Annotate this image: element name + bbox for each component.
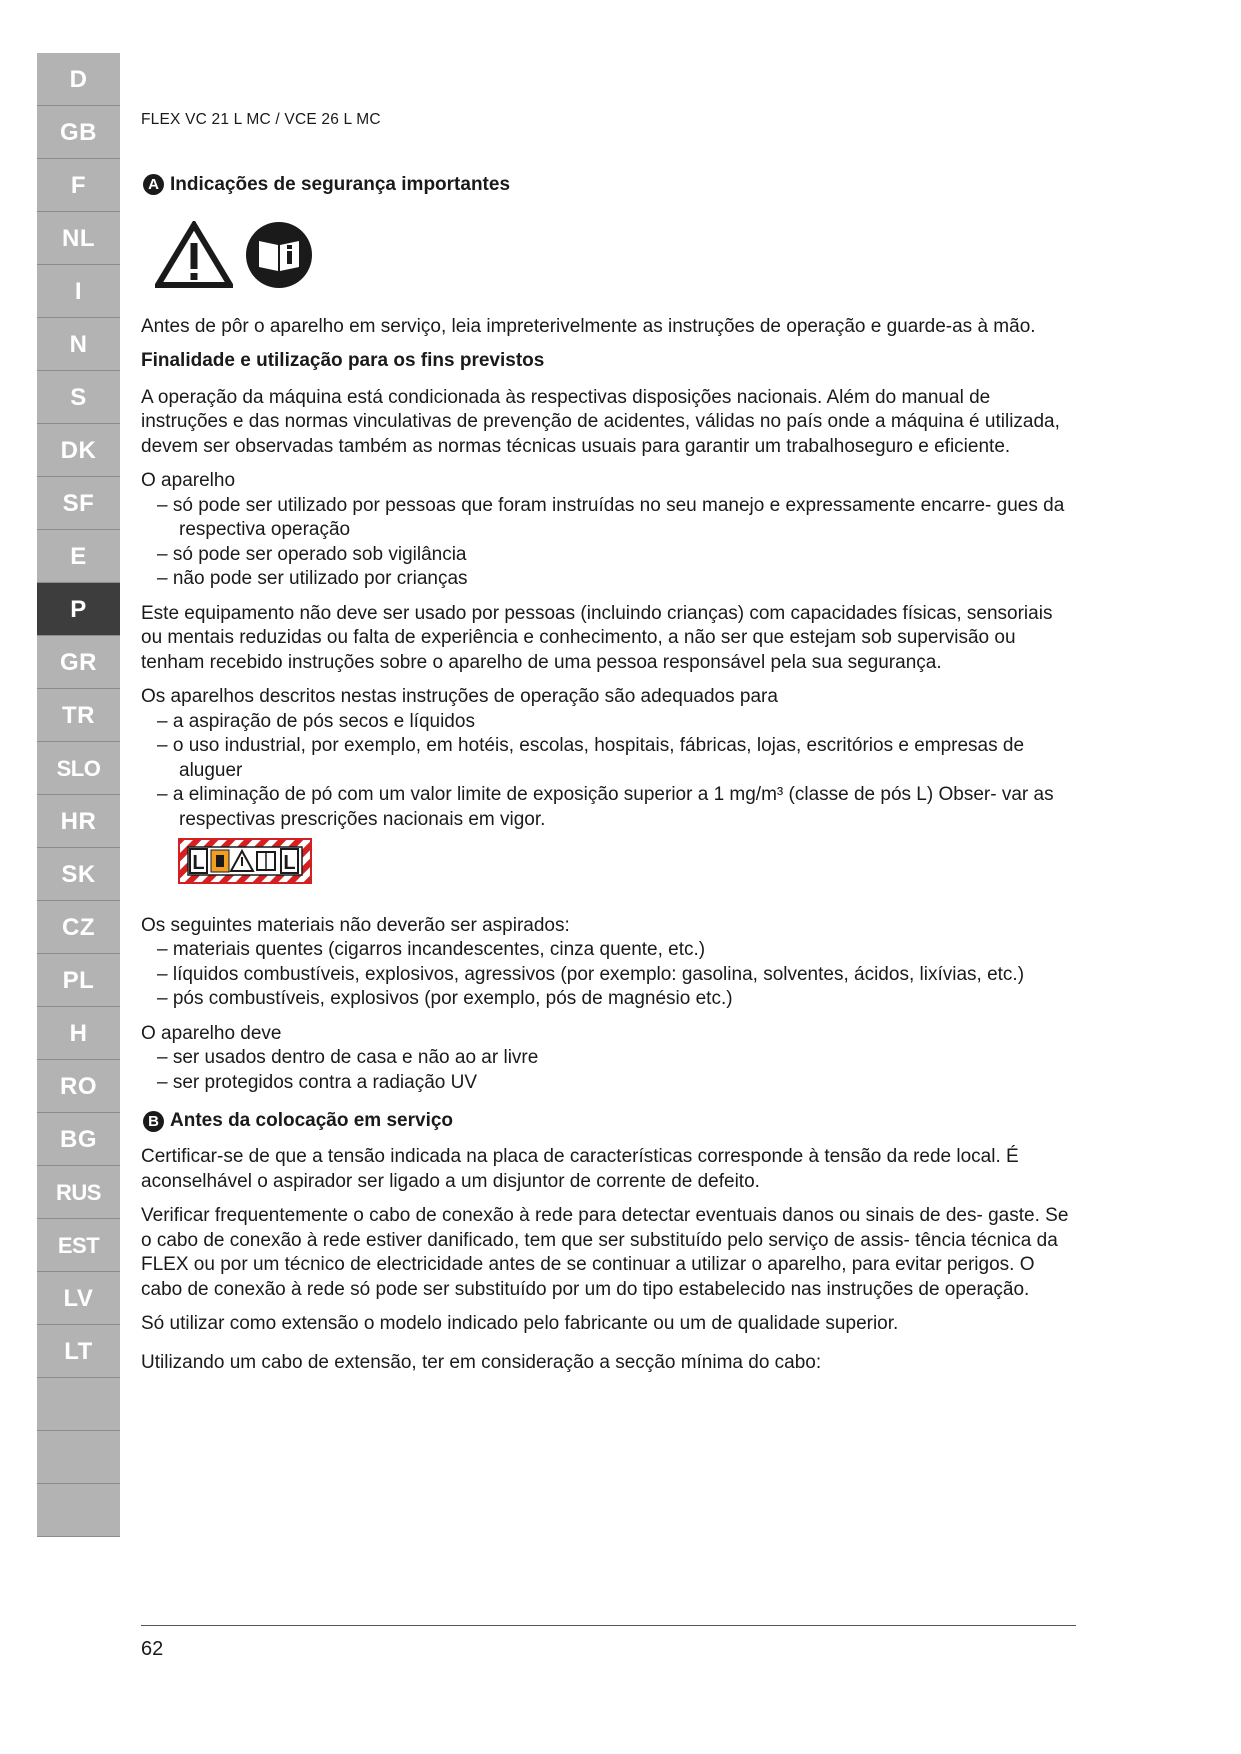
device-list: [141, 494, 1076, 592]
purpose-text: A operação da máquina está condicionada às respectivas disposições nacionais. Além do manual de instruções e das normas vinculativas de prevenção de acidentes, válidas no país onde a máquina é utilizada, devem ser observadas também as normas técnicas usuais para garantir um trabalhoseguro e eficiente.: [141, 386, 1060, 457]
dust-class-label: [178, 838, 1076, 892]
lang-tab-lt[interactable]: LT: [37, 1325, 120, 1378]
lang-tab-sf[interactable]: SF: [37, 477, 120, 530]
lang-tab-empty: [37, 1378, 120, 1431]
lang-tab-empty: [37, 1431, 120, 1484]
list-item: – ser usados dentro de casa e não ao ar livre: [141, 1046, 1076, 1071]
section-b-title: Antes da colocação em serviço: [170, 1110, 454, 1131]
lang-tab-dk[interactable]: DK: [37, 424, 120, 477]
list-item: – só pode ser utilizado por pessoas que foram instruídas no seu manejo e expressamente encarre- gues da respectiva operação: [141, 494, 1076, 543]
must-intro: O aparelho deve: [141, 1022, 282, 1044]
section-b-p1: Certificar-se de que a tensão indicada na placa de características corresponde à tensão da rede local. É aconselhável o aspirador ser ligado a um disjuntor de corrente de defeito.: [141, 1146, 1019, 1192]
dust-class-letter-right: L: [283, 852, 296, 874]
lang-tab-empty: [37, 1484, 120, 1537]
list-item: – o uso industrial, por exemplo, em hotéis, escolas, hospitais, fábricas, lojas, escritórios e empresas de aluguer: [141, 734, 1076, 783]
section-a-intro: Antes de pôr o aparelho em serviço, leia impreterivelmente as instruções de operação e guarde-as à mão.: [141, 315, 1036, 337]
lang-tab-sk[interactable]: SK: [37, 848, 120, 901]
suitable-list: [141, 710, 1076, 833]
list-item: – líquidos combustíveis, explosivos, agressivos (por exemplo: gasolina, solventes, ácidos, lixívias, etc.): [141, 963, 1076, 988]
lang-tab-ro[interactable]: RO: [37, 1060, 120, 1113]
lang-tab-n[interactable]: N: [37, 318, 120, 371]
lang-tab-gb[interactable]: GB: [37, 106, 120, 159]
section-a-title: Indicações de segurança importantes: [170, 173, 511, 195]
forbidden-list: [141, 938, 1076, 1012]
lang-tab-slo[interactable]: SLO: [37, 742, 120, 795]
safety-icons: [155, 221, 1076, 289]
dust-class-letter-left: L: [192, 852, 205, 874]
page-number: 62: [141, 1638, 164, 1660]
lang-tab-d[interactable]: D: [37, 53, 120, 106]
restriction-text: Este equipamento não deve ser usado por pessoas (incluindo crianças) com capacidades físicas, sensoriais ou mentais reduzidas ou falta de experiência e conhecimento, a não ser que estejam sob supervisão ou tenham recebido instruções sobre o aparelho de uma pessoa responsável pela sua segurança.: [141, 602, 1053, 673]
suitable-intro: Os aparelhos descritos nestas instruções de operação são adequados para: [141, 686, 778, 707]
dust-class-label-image: [178, 838, 312, 884]
lang-tab-h[interactable]: H: [37, 1007, 120, 1060]
lang-tab-bg[interactable]: BG: [37, 1113, 120, 1166]
section-a-heading: [141, 173, 1076, 197]
device-intro: O aparelho: [141, 470, 236, 491]
read-manual-icon: [245, 221, 313, 289]
page-content: [141, 108, 1076, 1385]
section-b-heading: [141, 1109, 1076, 1133]
purpose-heading: Finalidade e utilização para os fins previstos: [141, 350, 545, 371]
lang-tab-cz[interactable]: CZ: [37, 901, 120, 954]
section-b-p4: Utilizando um cabo de extensão, ter em consideração a secção mínima do cabo:: [141, 1351, 822, 1373]
footer-divider: [141, 1625, 1076, 1626]
model-header: FLEX VC 21 L MC / VCE 26 L MC: [141, 111, 381, 128]
lang-tab-hr[interactable]: HR: [37, 795, 120, 848]
section-b-p3: Só utilizar como extensão o modelo indicado pelo fabricante ou um de qualidade superior.: [141, 1313, 899, 1334]
lang-tab-f[interactable]: F: [37, 159, 120, 212]
lang-tab-p[interactable]: P: [37, 583, 120, 636]
list-item: – não pode ser utilizado por crianças: [141, 567, 1076, 592]
list-item: – a eliminação de pó com um valor limite de exposição superior a 1 mg/m³ (classe de pós L) Obser- var as respectivas prescrições nacionais em vigor.: [141, 783, 1076, 832]
lang-tab-lv[interactable]: LV: [37, 1272, 120, 1325]
list-item: – a aspiração de pós secos e líquidos: [141, 710, 1076, 735]
lang-tab-est[interactable]: EST: [37, 1219, 120, 1272]
list-item: – só pode ser operado sob vigilância: [141, 543, 1076, 568]
lang-tab-s[interactable]: S: [37, 371, 120, 424]
forbidden-intro: Os seguintes materiais não deverão ser aspirados:: [141, 914, 570, 936]
lang-tab-gr[interactable]: GR: [37, 636, 120, 689]
lang-tab-rus[interactable]: RUS: [37, 1166, 120, 1219]
warning-triangle-icon: [155, 221, 233, 289]
language-tab-bar: [37, 53, 120, 1537]
section-b-marker: B: [143, 1111, 164, 1132]
lang-tab-nl[interactable]: NL: [37, 212, 120, 265]
section-b-p2: Verificar frequentemente o cabo de conexão à rede para detectar eventuais danos ou sinais de des- gaste. Se o cabo de conexão à rede estiver danificado, tem que ser substituído pelo serviço de assis- tência técnica da FLEX ou por um técnico de electricidade antes de se continuar a utilizar o aparelho, para evitar perigos. O cabo de conexão à rede só pode ser substituído por um do tipo estabelecido nas instruções de operação.: [141, 1205, 1069, 1300]
lang-tab-pl[interactable]: PL: [37, 954, 120, 1007]
list-item: – ser protegidos contra a radiação UV: [141, 1071, 1076, 1096]
lang-tab-e[interactable]: E: [37, 530, 120, 583]
list-item: – pós combustíveis, explosivos (por exemplo, pós de magnésio etc.): [141, 987, 1076, 1012]
list-item: – materiais quentes (cigarros incandescentes, cinza quente, etc.): [141, 938, 1076, 963]
section-a-marker: A: [143, 174, 164, 195]
lang-tab-i[interactable]: I: [37, 265, 120, 318]
must-list: [141, 1046, 1076, 1095]
lang-tab-tr[interactable]: TR: [37, 689, 120, 742]
